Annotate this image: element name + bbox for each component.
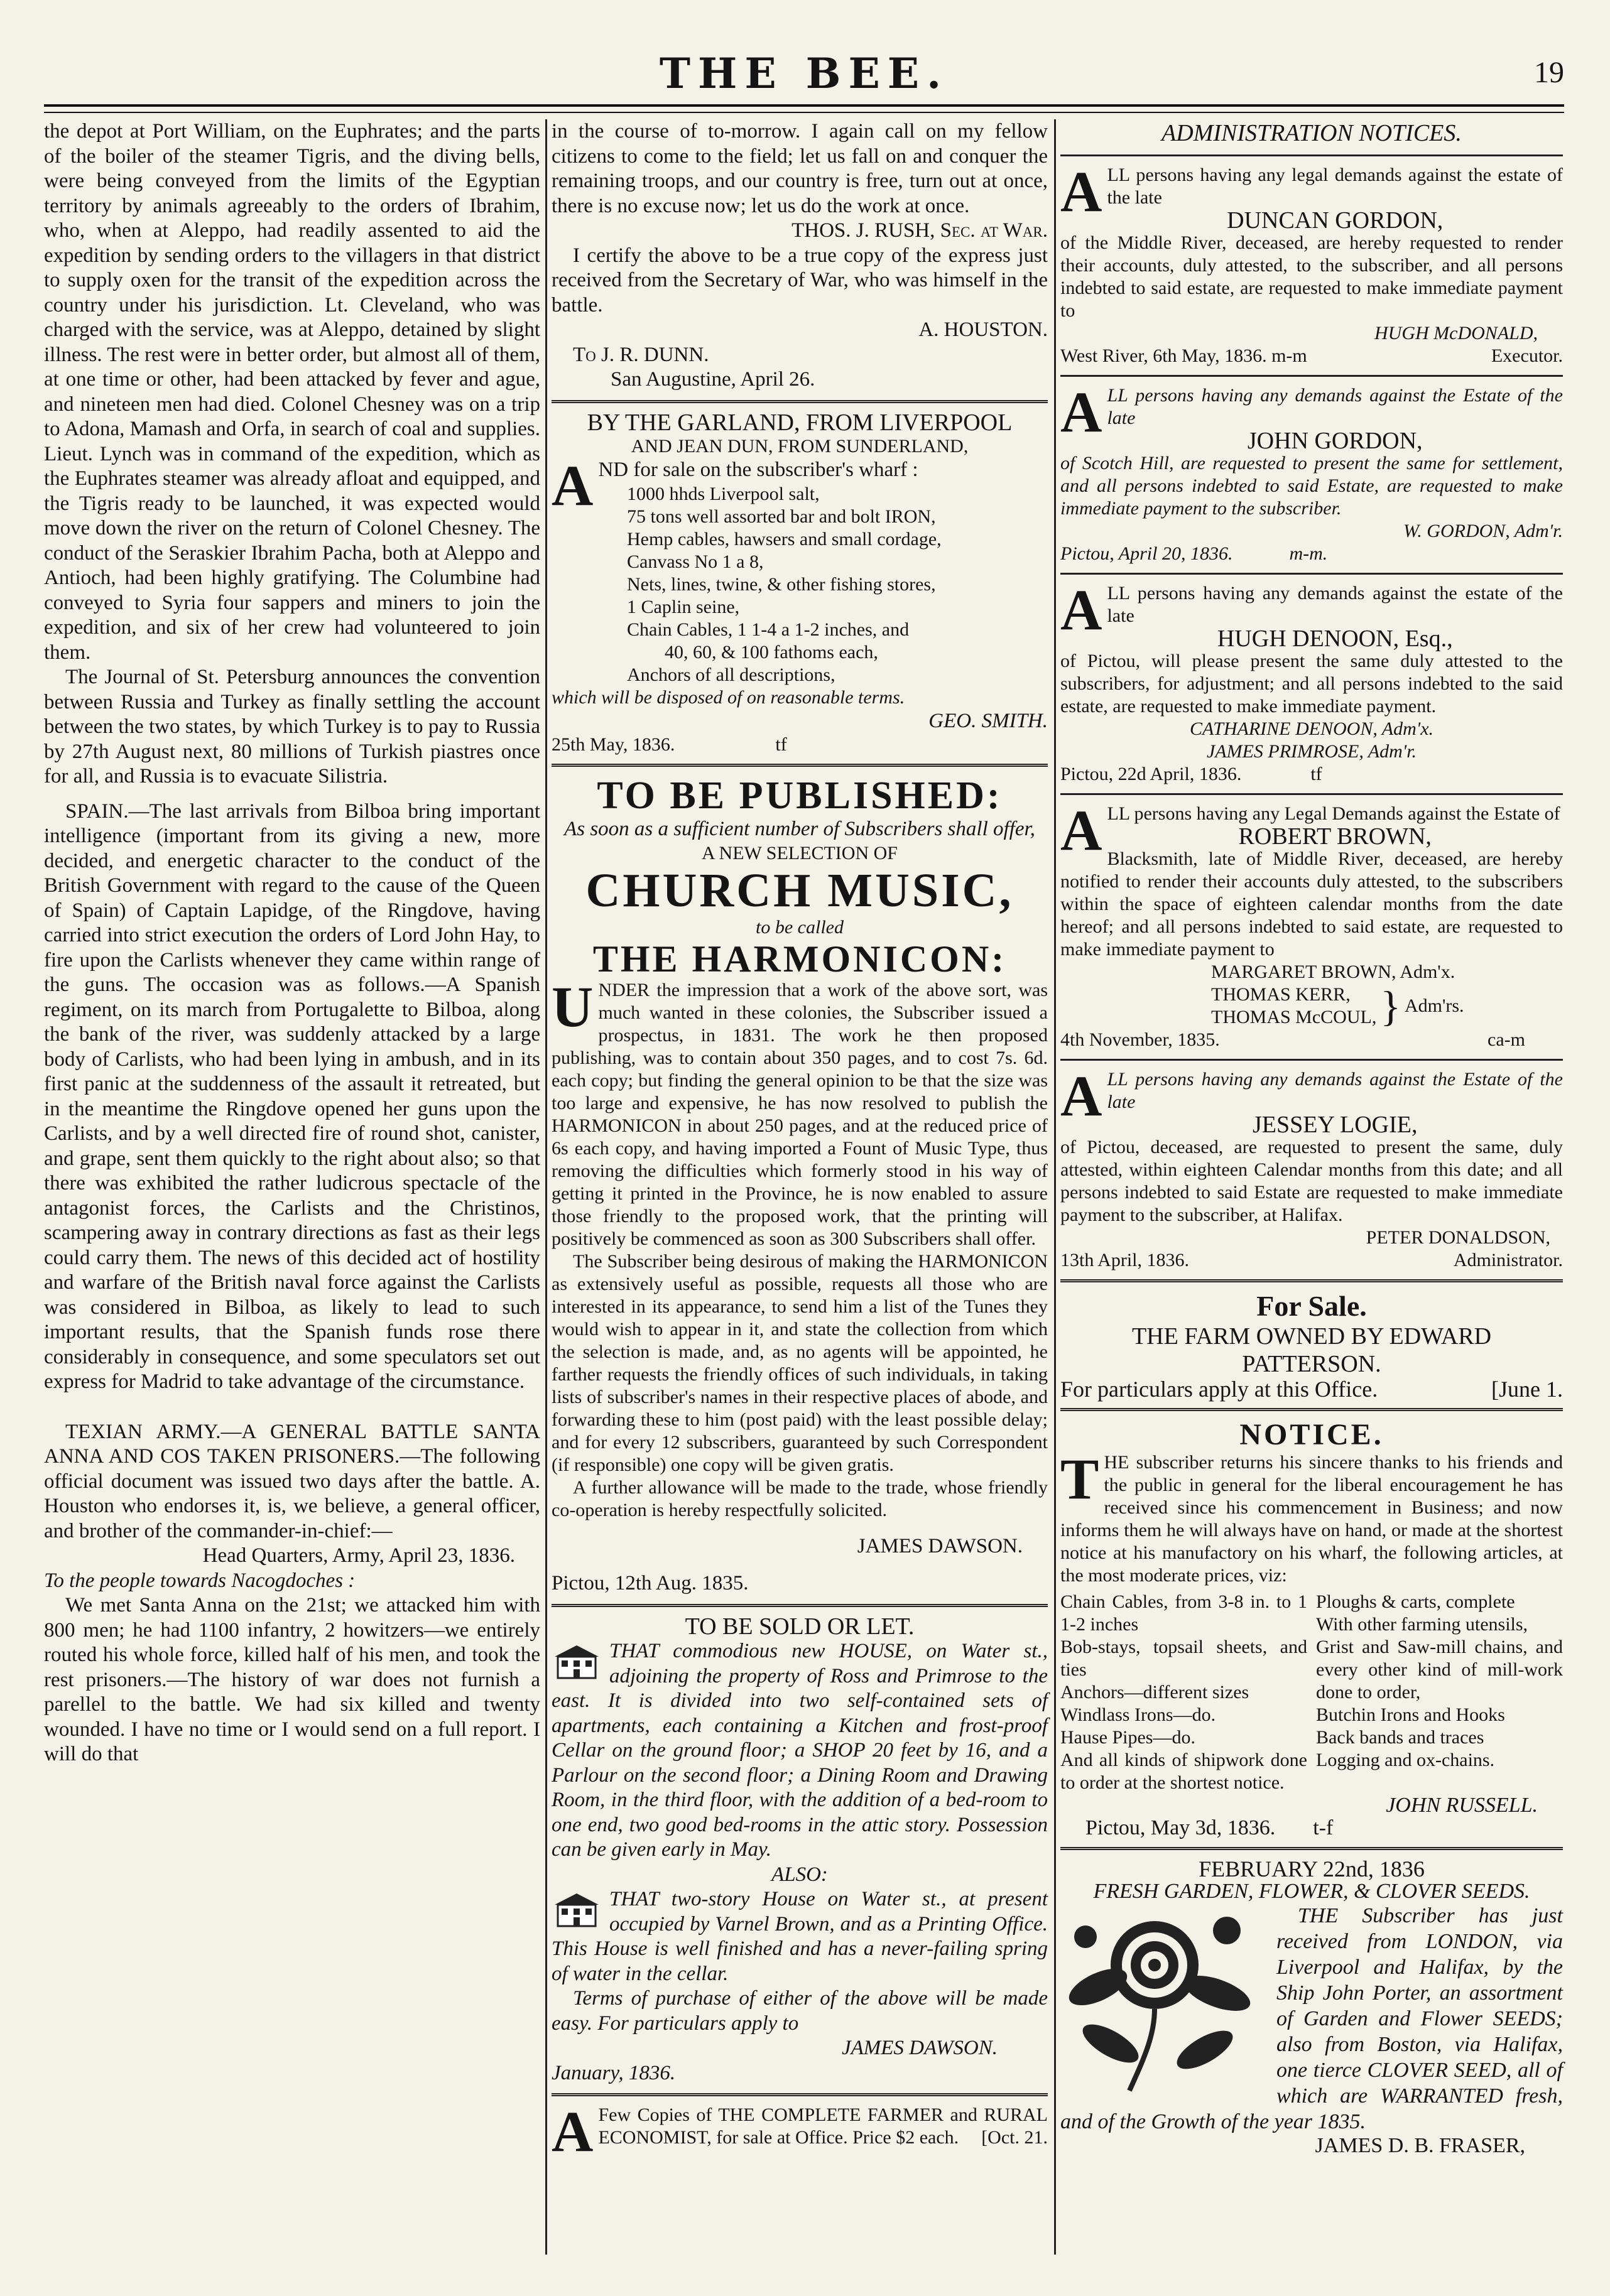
notice-name: ROBERT BROWN, — [1238, 823, 1432, 850]
notice-signature: PETER DONALDSON, — [1366, 1227, 1550, 1248]
article-paragraph: the depot at Port William, on the Euphrates; and the parts of the boiler of the steamer Tigris, and the diving bells, were being conveyed from the limits of the Egyptian territory by animals agreeably to the orders of Ibrahim, who, when at Aleppo, had readily assented to aid the expedition by sending orders to the villagers in that district to supply oxen for the transit of the expedition across the country under his jurisdiction. Lt. Cleveland, who was charged with the service, was at Aleppo, detained by slight illness. The rest were in better order, but almost all of them, at one time or other, had been attacked by fever and ague, and nineteen men had died. Colonel Chesney was on a trip to Adona, Mamash and Orfa, in search of coal and supplies. Lieut. Lynch was in command of the expedition, which as the Euphrates steamer was already afloat and equipped, and the Tigris ready to be launched, it was expected would move down the river on the return of Colonel Chesney. The conduct of the Seraskier Ibrahim Pacha, both at Aleppo and Antioch, had been highly gratifying. The Columbine had conveyed to Syria four sappers and miners to join the expedition, and six of her crew had volunteered to join them. — [44, 120, 540, 664]
notice-signature: CATHARINE DENOON, Adm'x. — [1189, 718, 1434, 739]
column-notices — [1060, 119, 1563, 2157]
ad-farm-for-sale — [1060, 1290, 1563, 1400]
notice-mark: ca-m — [1488, 1029, 1525, 1050]
brace: } — [1380, 982, 1401, 1030]
notice-signature: MARGARET BROWN, Adm'x. — [1211, 961, 1455, 982]
house-icon — [552, 1891, 602, 1929]
notice-date: 4th November, 1835. — [1060, 1029, 1220, 1050]
notice-signature: THOMAS KERR, — [1211, 984, 1351, 1005]
ad-body: THE FARM OWNED BY EDWARD PATTERSON. — [1131, 1323, 1492, 1377]
ad-body: A further allowance will be made to the trade, whose friendly co-operation is hereby respectfully solicited. — [552, 1476, 1048, 1520]
masthead — [44, 44, 1564, 113]
divider — [1060, 375, 1563, 377]
headquarters-line: Head Quarters, Army, April 23, 1836. — [202, 1544, 515, 1567]
goods-item: Back bands and traces — [1316, 1727, 1484, 1748]
goods-item: Hause Pipes—do. — [1060, 1727, 1195, 1748]
notice-body: of the Middle River, deceased, are hereby requested to render their accounts, duly attested, to the subscriber, and all persons indebted to said estate, are requested to make immediate payment to — [1060, 232, 1563, 321]
divider — [552, 2093, 1048, 2096]
newspaper-title: THE BEE. — [659, 49, 949, 98]
ad-body: Few Copies of THE COMPLETE FARMER and RURAL ECONOMIST, for sale at Office. Price $2 each. — [598, 2104, 1048, 2148]
notice-role: Adm'rs. — [1404, 995, 1464, 1016]
column-middle — [552, 119, 1048, 2163]
ad-item: Hemp cables, hawsers and small cordage, — [627, 528, 942, 550]
notice-duncan-gordon — [1060, 160, 1563, 367]
masthead-rule — [44, 104, 1564, 113]
ad-called: to be called — [756, 916, 844, 938]
goods-item: Butchin Irons and Hooks — [1316, 1704, 1505, 1725]
ad-body: NDER the impression that a work of the above sort, was much wanted in these colonies, the Subscriber issued a prospectus, in 1831. The work he then proposed publishing, was to contain about 350 pages, and to cost 7s. 6d. each copy; but finding the general opinion to be that the size was too large and expensive, he has now resolved to publish the HARMONICON in about 250 pages, and at the reduced price of 6s each copy, and having imported a Fount of Music Type, thus removing the difficulties which formerly stood in his way of getting it printed in the Province, he is now enabled to assure those friendly to the proposed work, that the printing will positively be commenced as soon as 300 Subscribers shall offer. — [552, 979, 1048, 1249]
goods-item: Logging and ox-chains. — [1316, 1750, 1495, 1770]
ad-item: Chain Cables, 1 1-4 a 1-2 inches, and — [627, 619, 910, 640]
ad-also: ALSO: — [771, 1863, 828, 1886]
column-rule — [545, 119, 547, 2255]
divider — [1060, 1059, 1563, 1061]
ad-terms: which will be disposed of on reasonable terms. — [552, 686, 905, 708]
ad-signature: JOHN RUSSELL. — [1386, 1794, 1538, 1817]
ad-date: FEBRUARY 22nd, 1836 — [1199, 1856, 1425, 1882]
notice-signature: JAMES PRIMROSE, Adm'r. — [1206, 741, 1417, 762]
drop-cap: A — [552, 453, 594, 517]
notice-lead: LL persons having any Legal Demands against the Estate of — [1107, 803, 1560, 824]
ad-subheading: As soon as a sufficient number of Subscribers shall offer, — [564, 818, 1035, 840]
notice-john-gordon — [1060, 380, 1563, 565]
ad-subheading: AND JEAN DUN, FROM SUNDERLAND, — [631, 436, 969, 457]
goods-item: Anchors—different sizes — [1060, 1682, 1249, 1703]
notice-lead: LL persons having any demands against the estate of the late — [1107, 583, 1563, 626]
ad-signature: GEO. SMITH. — [928, 709, 1048, 732]
rose-icon — [1060, 1905, 1268, 2094]
ad-body: Terms of purchase of either of the above will be made easy. For particulars apply to — [552, 1987, 1048, 2035]
divider — [1060, 154, 1563, 156]
ad-date: [Oct. 21. — [981, 2127, 1048, 2148]
goods-item: Grist and Saw-mill chains, and every other kind of mill-work done to order, — [1316, 1637, 1563, 1703]
certification: I certify the above to be a true copy of the express just received from the Secretary of War, who was himself in the battle. — [552, 244, 1048, 317]
ad-signature: JAMES D. B. FRASER, — [1315, 2134, 1525, 2157]
ad-heading: NOTICE. — [1239, 1418, 1384, 1451]
notice-date: 13th April, 1836. — [1060, 1250, 1190, 1270]
notice-name: DUNCAN GORDON, — [1227, 207, 1444, 234]
notice-robert-brown — [1060, 798, 1563, 1051]
divider — [1060, 1847, 1563, 1850]
notice-role: Administrator. — [1453, 1250, 1563, 1270]
notice-lead: LL persons having any demands against the Estate of the late — [1107, 1069, 1563, 1112]
ad-heading: For Sale. — [1256, 1290, 1367, 1322]
ad-title: CHURCH MUSIC, — [585, 864, 1014, 917]
article-paragraph: The Journal of St. Petersburg announces the convention between Russia and Turkey as finally settling the account between the two states, by which Turkey is to pay to Russia by 27th August next, 80 millions of Turkish piastres once for all, and Russia is to evacuate Silistria. — [44, 666, 540, 788]
ad-mark: tf — [775, 734, 787, 755]
drop-cap: A — [552, 2099, 594, 2163]
goods-item: Windlass Irons—do. — [1060, 1704, 1216, 1725]
ad-item: 1 Caplin seine, — [627, 596, 740, 617]
notice-lead: LL persons having any demands against the Estate of the late — [1107, 385, 1563, 428]
column-news — [44, 119, 540, 2267]
ad-signature: JAMES DAWSON. — [841, 2037, 998, 2059]
ad-body: THAT two-story House on Water st., at present occupied by Varnel Brown, and as a Printing Office. This House is well finished and has a never-failing spring of water in the cellar. — [552, 1888, 1048, 1985]
drop-cap: A — [1060, 380, 1102, 444]
notice-mark: tf — [1310, 764, 1322, 784]
ad-body: HE subscriber returns his sincere thanks to his friends and the public in general for the liberal encouragement he has received since his commencement in Business; and now informs them he will always have on hand, or made at the shortest notice at his manufactory on his wharf, the following articles, at the most moderate prices, viz: — [1060, 1452, 1563, 1586]
ad-body: THE Subscriber has just received from LONDON, via Liverpool and Halifax, by the Ship John Porter, an assortment of Garden and Flower SEEDS; also from Boston, via Halifax, one tierce CLOVER SEED, all of which are WARRANTED fresh, and of the Growth of the year 1835. — [1060, 1904, 1563, 2133]
ad-item: Anchors of all descriptions, — [627, 664, 835, 685]
notice-date: Pictou, April 20, 1836. — [1060, 543, 1233, 564]
ad-harmonicon — [552, 774, 1048, 1596]
notice-role: Executor. — [1491, 345, 1563, 366]
ad-sold-or-let — [552, 1615, 1048, 2086]
goods-item: With other farming utensils, — [1316, 1614, 1528, 1635]
drop-cap: A — [1060, 798, 1102, 862]
article-texian-army: TEXIAN ARMY.—A GENERAL BATTLE SANTA ANNA AND COS TAKEN PRISONERS.—The following official document was issued two days after the battle. A. Houston who endorses it, is, we believe, a general officer, and brother of the commander-in-chief:— — [44, 1420, 540, 1542]
notice-hugh-denoon — [1060, 578, 1563, 786]
ad-body: The Subscriber being desirous of making the HARMONICON as extensively useful as possible, requests all those who are interested in its appearance, to send him a list of the Tunes they would wish to appear in it, and state the collection from which the selection is made, and, as no agents will be appointed, he farther requests the friendly offices of such individuals, in taking lists of subscriber's names in their respective places of abode, and forwarding these to him (post paid) with the least possible delay; and for every 12 subscribers, guaranteed by such Correspondent (if responsible) one copy will be given gratis. — [552, 1250, 1048, 1475]
dateline: San Augustine, April 26. — [611, 368, 815, 391]
notice-body: of Scotch Hill, are requested to present the same for settlement, and all persons indebted to said Estate, are requested to make immediate payment to the subscriber. — [1060, 453, 1563, 519]
section-heading: ADMINISTRATION NOTICES. — [1161, 120, 1462, 146]
ad-garland — [552, 411, 1048, 757]
ad-notice-russell — [1060, 1419, 1563, 1839]
ad-heading: BY THE GARLAND, FROM LIVERPOOL — [587, 409, 1013, 436]
notice-signature: THOMAS McCOUL, — [1211, 1007, 1377, 1027]
ad-item: 1000 hhds Liverpool salt, — [627, 483, 820, 504]
drop-cap: U — [552, 974, 594, 1039]
drop-cap: T — [1060, 1447, 1099, 1511]
ad-item: 40, 60, & 100 fathoms each, — [665, 641, 878, 663]
divider — [552, 1604, 1048, 1607]
ad-heading: TO BE PUBLISHED: — [597, 774, 1003, 817]
ad-subheading: A NEW SELECTION OF — [702, 842, 898, 864]
ad-farmer — [552, 2099, 1048, 2163]
notice-date: West River, 6th May, 1836. m-m — [1060, 345, 1307, 366]
drop-cap: A — [1060, 1064, 1102, 1128]
ad-date: Pictou, May 3d, 1836. — [1085, 1816, 1276, 1839]
goods-item: Chain Cables, from 3-8 in. to 1 1-2 inches — [1060, 1591, 1307, 1635]
house-icon — [552, 1643, 602, 1681]
notice-body: of Pictou, deceased, are requested to present the same, duly attested, within eighteen Calendar months from this date; and all persons indebted to said Estate are requested to make immediate payment to the subscriber, at Halifax. — [1060, 1137, 1563, 1225]
notice-jessey-logie — [1060, 1064, 1563, 1272]
ad-item: 75 tons well assorted bar and bolt IRON, — [627, 506, 936, 527]
ad-date: Pictou, 12th Aug. 1835. — [552, 1572, 749, 1595]
divider — [1060, 573, 1563, 575]
article-spain: SPAIN.—The last arrivals from Bilboa bring important intelligence (important from its giving a new, more decided, and energetic character to the conduct of the British Government with regard to the cause of the Queen of Spain) of Captain Lapidge, of the Ringdove, having carried into strict execution the orders of Lord John Hay, to fire upon the Carlists whenever they came within range of the guns. The occasion was as follows.—A Spanish regiment, on its march from Portugalette to Bilboa, along the bank of the river, was suddenly attacked by a large body of Carlists, who had been lying in ambush, and in its first panic at the suddenness of the assault it retreated, but in the meantime the Ringdove opened her guns upon the Carlists, and by a well directed fire of round shot, canister, and grape, sent them quickly to the right about also; so that there was exhibited the rather ludicrous spectacle of the antagonist forces, the Carlists and the Christinos, scampering away in contrary directions as fast as their legs could carry them. The news of this decided act of hostility and warfare of the British naval force against the Carlists was considered in Bilboa, as likely to lead to such important results, that the Spanish funds rose there considerably in consequence, and some speculators set out express for Madrid to take advantage of the circumstance. — [44, 799, 540, 1393]
ad-mark: t-f — [1313, 1816, 1334, 1839]
divider — [1060, 1279, 1563, 1282]
goods-item: Bob-stays, topsail sheets, and ties — [1060, 1637, 1307, 1680]
ad-body: THAT commodious new HOUSE, on Water st., adjoining the property of Ross and Primrose to the east. It is divided into two self-contained sets of apartments, each containing a Kitchen and frost-proof Cellar on the ground floor; a SHOP 20 feet by 16, and a Parlour on the second floor; a Dining Room and Drawing Room, in the third floor, with the addition of a bed-room to one end, two good bed-rooms in the attic story. Possession can be given early in May. — [552, 1640, 1048, 1861]
ad-signature: JAMES DAWSON. — [857, 1534, 1023, 1557]
notice-mark: m-m. — [1289, 543, 1328, 564]
notice-name: HUGH DENOON, Esq., — [1217, 625, 1453, 652]
goods-item: Ploughs & carts, complete — [1316, 1591, 1515, 1612]
article-paragraph: in the course of to-morrow. I again call on my fellow citizens to come to the field; let us fall on and conquer the remaining troops, and our country is free, turn out at once, there is no excuse now; let us do the work at once. — [552, 120, 1048, 217]
notice-body: of Pictou, will please present the same duly attested to the subscribers, for adjustment; and all persons indebted to the said estate, are requested to make immediate payment. — [1060, 651, 1563, 717]
ad-heading: FRESH GARDEN, FLOWER, & CLOVER SEEDS. — [1093, 1880, 1530, 1903]
ad-seeds — [1060, 1858, 1563, 2157]
ad-item: Canvass No 1 a 8, — [627, 551, 764, 572]
divider — [1060, 1408, 1563, 1411]
signature: THOS. J. RUSH, Sec. at War. — [791, 219, 1048, 242]
ad-lead: ND for sale on the subscriber's wharf : — [598, 458, 918, 481]
notice-lead: LL persons having any legal demands against the estate of the late — [1107, 165, 1563, 208]
ad-date: January, 1836. — [552, 2061, 676, 2084]
salutation: To the people towards Nacogdoches : — [44, 1569, 356, 1592]
ad-item: Nets, lines, twine, & other fishing stores, — [627, 573, 936, 595]
drop-cap: A — [1060, 578, 1102, 642]
divider — [1060, 793, 1563, 795]
column-rule — [1054, 119, 1056, 2255]
addressee: To J. R. DUNN. — [573, 343, 709, 366]
notice-body: Blacksmith, late of Middle River, deceased, are hereby notified to render their accounts duly attested, to the subscribers within the space of eighteen calendar months from the date hereof; and all persons indebted to said estate, are requested to make immediate payment to — [1060, 848, 1563, 960]
article-paragraph: We met Santa Anna on the 21st; we attacked him with 800 men; he had 1100 infantry, 2 howitzers—we entirely routed his whole force, killed half of his men, and took the rest prisoners.—The history of war does not furnish a parellel to the battle. We had six killed and twenty wounded. I have no time or I would send on a full report. I will do that — [44, 1594, 540, 1765]
notice-signature: W. GORDON, Adm'r. — [1403, 521, 1563, 541]
ad-heading: TO BE SOLD OR LET. — [685, 1613, 915, 1640]
notice-signature: HUGH McDONALD, — [1374, 323, 1538, 344]
ad-body: For particulars apply at this Office. — [1060, 1377, 1378, 1402]
drop-cap: A — [1060, 160, 1102, 224]
goods-item: And all kinds of shipwork done to order at the shortest notice. — [1060, 1750, 1307, 1793]
notice-name: JOHN GORDON, — [1247, 428, 1423, 454]
ad-date: [June 1. — [1491, 1377, 1563, 1402]
divider — [552, 764, 1048, 767]
signature: A. HOUSTON. — [918, 318, 1048, 341]
notice-name: JESSEY LOGIE, — [1252, 1112, 1418, 1138]
ad-date: 25th May, 1836. — [552, 734, 675, 755]
divider — [552, 400, 1048, 403]
ad-title: THE HARMONICON: — [592, 938, 1007, 980]
notice-date: Pictou, 22d April, 1836. — [1060, 764, 1242, 784]
page-number: 19 — [1534, 56, 1564, 89]
